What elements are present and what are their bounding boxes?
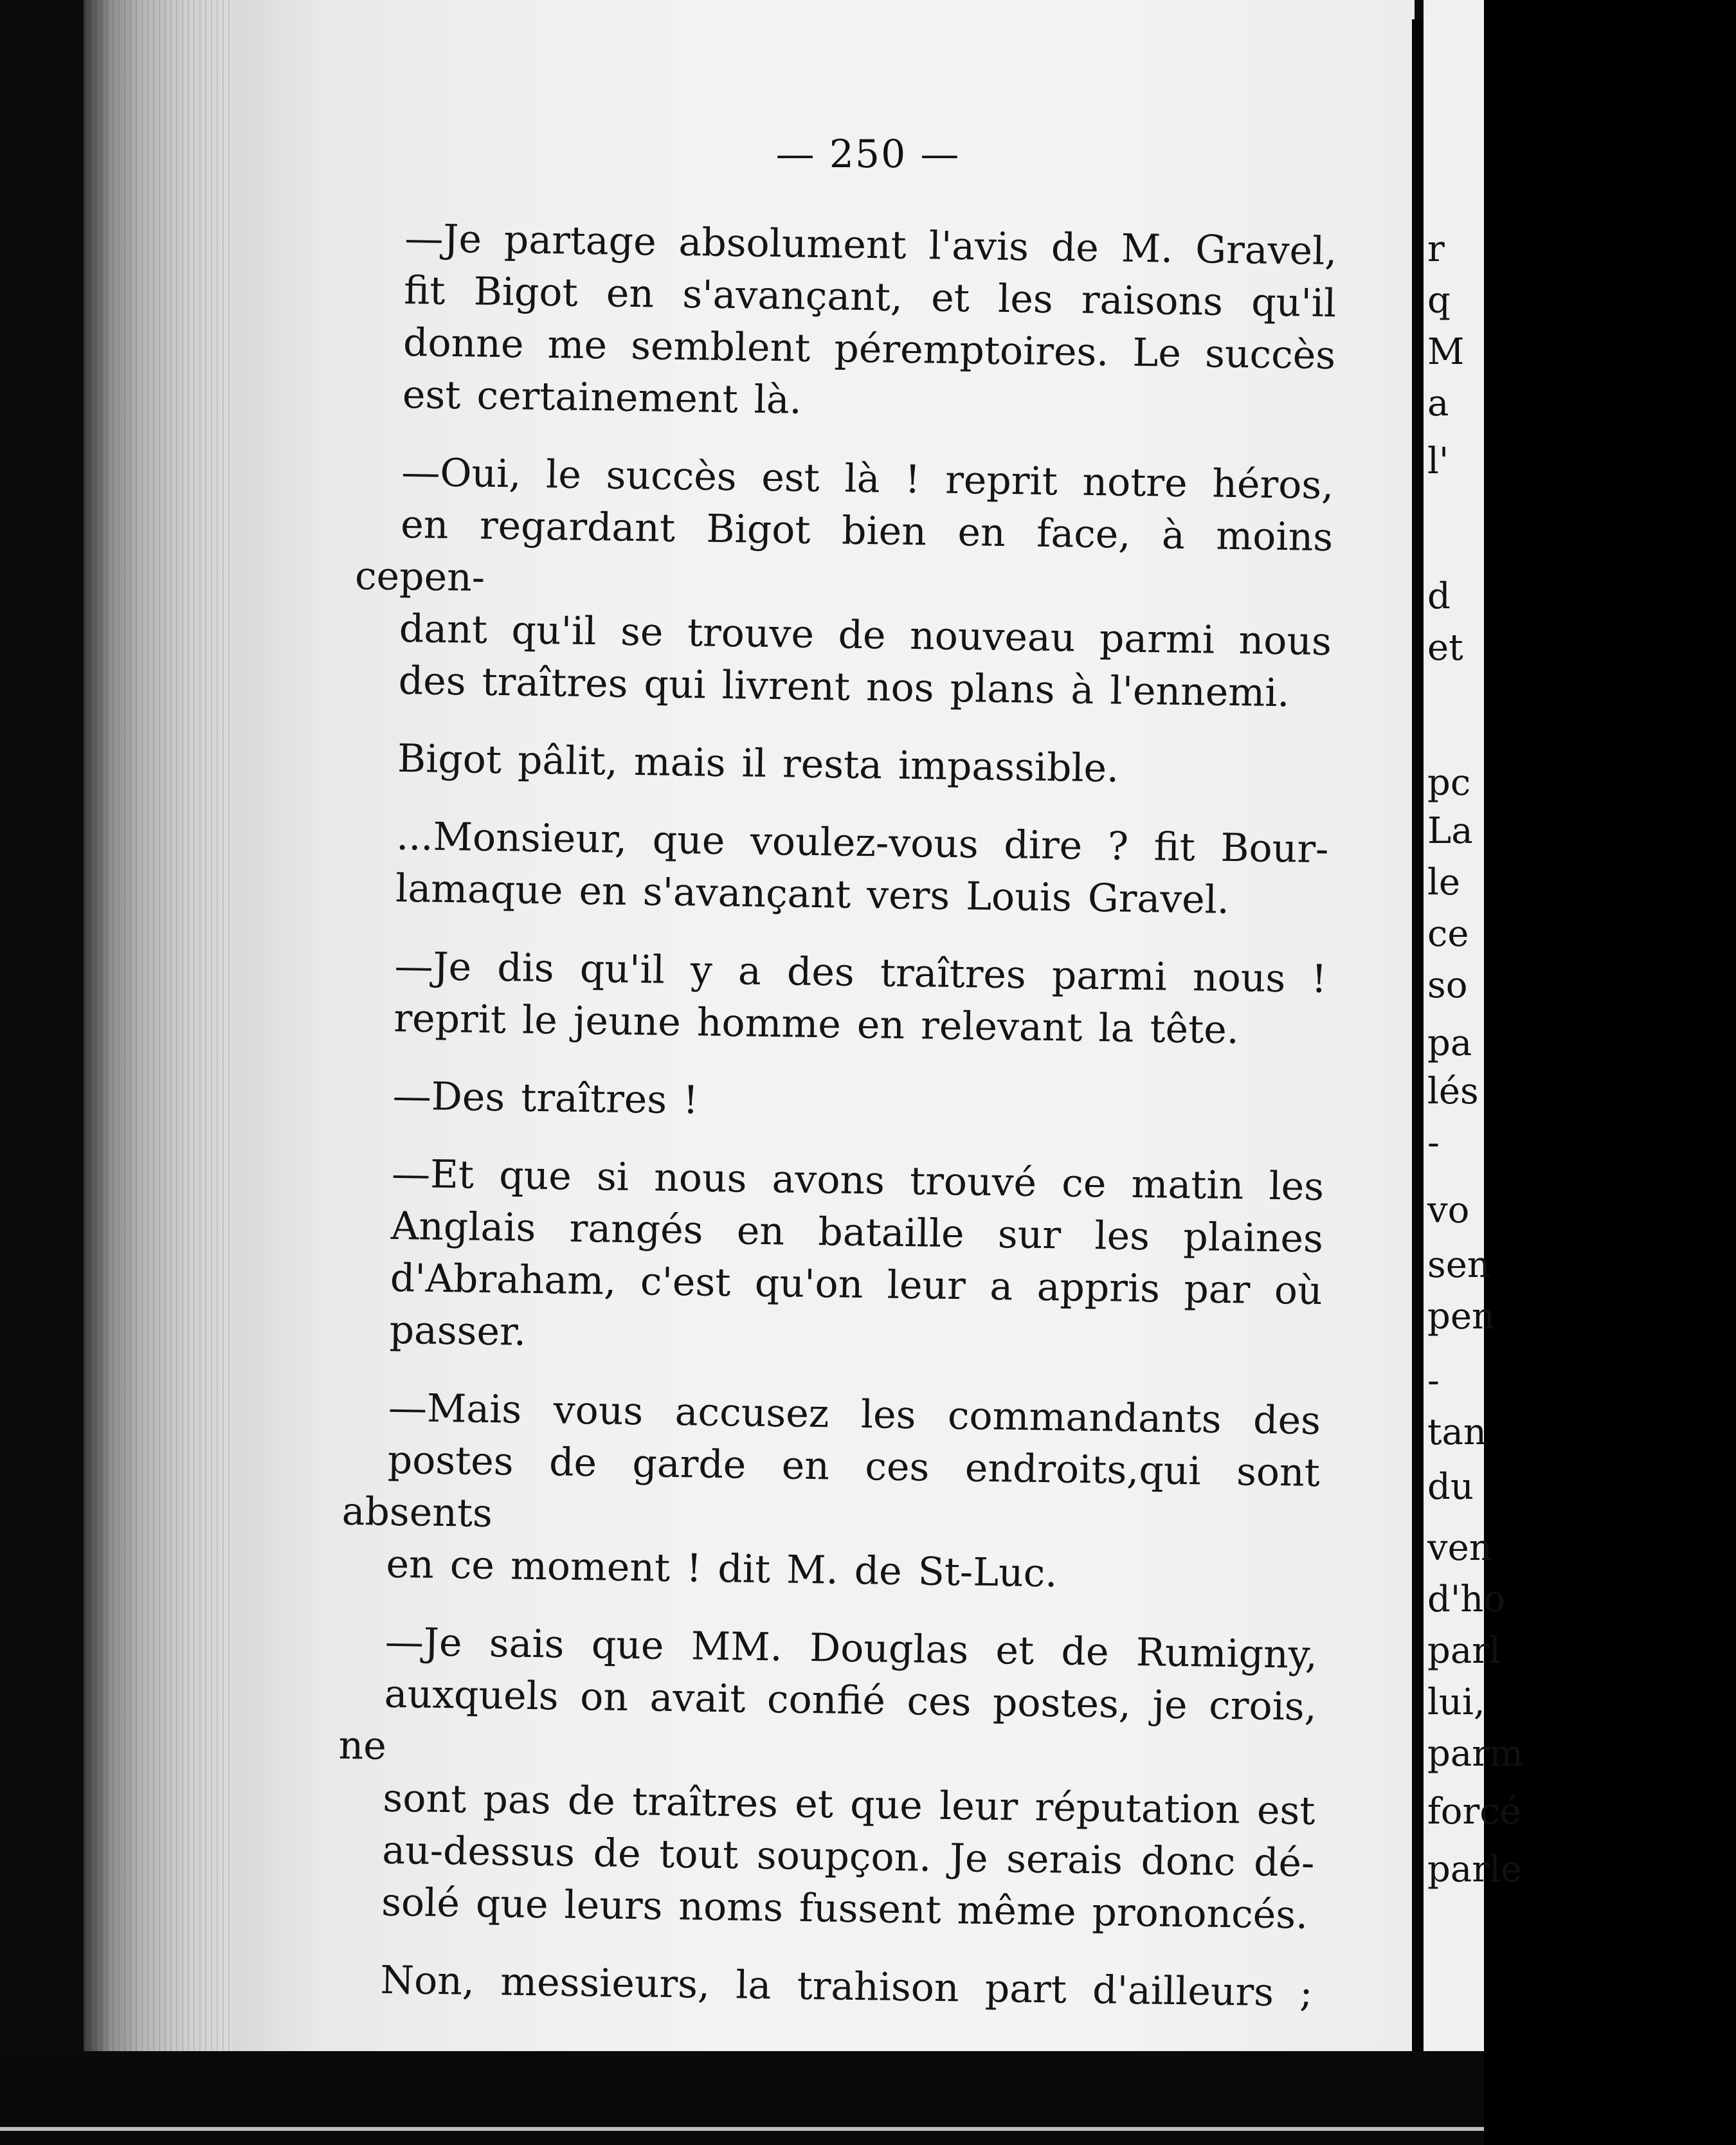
scanner-bottom-edge xyxy=(0,2051,1484,2145)
facing-fragment: so xyxy=(1427,964,1468,1006)
text-line: Non, messieurs, la trahison part d'ailleurs ; xyxy=(380,1957,1313,2016)
page-stack-edge xyxy=(84,0,231,2051)
paragraph xyxy=(336,1616,1318,1942)
text-line: —Et que si nous avons trouvé ce matin les xyxy=(391,1151,1325,1210)
facing-page-edge xyxy=(1424,0,1524,2051)
facing-fragment: a xyxy=(1427,383,1449,424)
facing-fragment: sen xyxy=(1427,1244,1490,1286)
paragraph xyxy=(347,1070,1325,1136)
paragraph xyxy=(335,1954,1313,2020)
facing-fragment: forcé xyxy=(1427,1791,1521,1833)
text-line: en ce moment ! dit M. de St-Luc. xyxy=(386,1541,1058,1597)
facing-fragment: du xyxy=(1427,1466,1474,1508)
text-line: —Je sais que MM. Douglas et de Rumigny, xyxy=(384,1619,1318,1678)
text-line: —Mais vous accusez les commandants des xyxy=(388,1385,1321,1444)
page-text xyxy=(334,212,1337,2045)
text-line: sont pas de traîtres et que leur réputation est xyxy=(383,1775,1316,1834)
paragraph xyxy=(353,446,1334,720)
text-line: Bigot pâlit, mais il resta impassible. xyxy=(397,736,1119,792)
paragraph xyxy=(344,1148,1324,1370)
text-line: —Je dis qu'il y a des traîtres parmi nous ! xyxy=(394,943,1327,1002)
text-line: donne me semblent péremptoires. Le succès xyxy=(402,320,1336,379)
text-line: reprit le jeune homme en relevant la tête. xyxy=(393,995,1240,1053)
paragraph xyxy=(350,810,1329,928)
facing-fragment: - xyxy=(1427,1360,1440,1402)
text-line: Anglais rangés en bataille sur les plaines xyxy=(390,1203,1324,1262)
paragraph xyxy=(348,940,1327,1058)
facing-fragment: pen xyxy=(1427,1296,1496,1337)
text-line: d'Abraham, c'est qu'on leur a appris par où xyxy=(390,1255,1323,1314)
text-line: fit Bigot en s'avançant, et les raisons qu'il xyxy=(403,267,1337,327)
facing-fragment: le xyxy=(1427,862,1461,903)
text-line: des traîtres qui livrent nos plans à l'ennemi. xyxy=(398,658,1290,716)
facing-fragment: La xyxy=(1427,810,1473,852)
facing-fragment: lui, xyxy=(1427,1681,1485,1723)
facing-fragment: pa xyxy=(1427,1022,1472,1064)
text-line: en regardant Bigot bien en face, à moins cepen- xyxy=(354,502,1334,601)
text-line: est certainement là. xyxy=(402,372,802,423)
text-line: —Je partage absolument l'avis de M. Gravel, xyxy=(404,215,1337,275)
facing-fragment: et xyxy=(1427,627,1463,669)
text-line: ...Monsieur, que voulez-vous dire ? fit Bour- xyxy=(395,813,1329,873)
facing-fragment: parm xyxy=(1427,1733,1524,1775)
text-line: solé que leurs noms fussent même prononcés. xyxy=(381,1879,1308,1938)
text-line: —Oui, le succès est là ! reprit notre héros, xyxy=(401,449,1334,509)
facing-fragment: pc xyxy=(1427,762,1471,804)
facing-fragment: d xyxy=(1427,575,1451,617)
facing-fragment: d'ho xyxy=(1427,1579,1506,1620)
facing-fragment: lés xyxy=(1427,1071,1479,1112)
text-line: auxquels on avait confié ces postes, je crois, ne xyxy=(338,1671,1317,1769)
paragraph xyxy=(352,732,1330,798)
facing-fragment: l' xyxy=(1427,440,1449,482)
paragraph xyxy=(357,212,1337,434)
facing-fragment: - xyxy=(1427,1122,1440,1164)
facing-fragment: vo xyxy=(1427,1190,1470,1231)
page-gutter-divider xyxy=(1412,19,1424,2051)
page-number: — 250 — xyxy=(775,132,961,177)
paragraph xyxy=(341,1382,1321,1604)
facing-fragment: parle xyxy=(1427,1849,1523,1890)
facing-fragment: tan xyxy=(1427,1411,1487,1453)
facing-fragment: M xyxy=(1427,331,1465,373)
facing-fragment: ce xyxy=(1427,913,1469,955)
text-line: passer. xyxy=(389,1307,527,1355)
facing-fragment: r xyxy=(1427,228,1445,270)
text-line: postes de garde en ces endroits,qui sont absents xyxy=(341,1437,1321,1537)
text-line: lamaque en s'avançant vers Louis Gravel. xyxy=(395,865,1230,923)
facing-fragment: q xyxy=(1427,280,1451,321)
text-line: dant qu'il se trouve de nouveau parmi nous xyxy=(399,606,1332,665)
facing-fragment: ven xyxy=(1427,1527,1492,1569)
facing-fragment: parl xyxy=(1427,1630,1501,1672)
text-line: au-dessus de tout soupçon. Je serais donc dé- xyxy=(381,1827,1315,1886)
text-line: —Des traîtres ! xyxy=(392,1073,699,1123)
